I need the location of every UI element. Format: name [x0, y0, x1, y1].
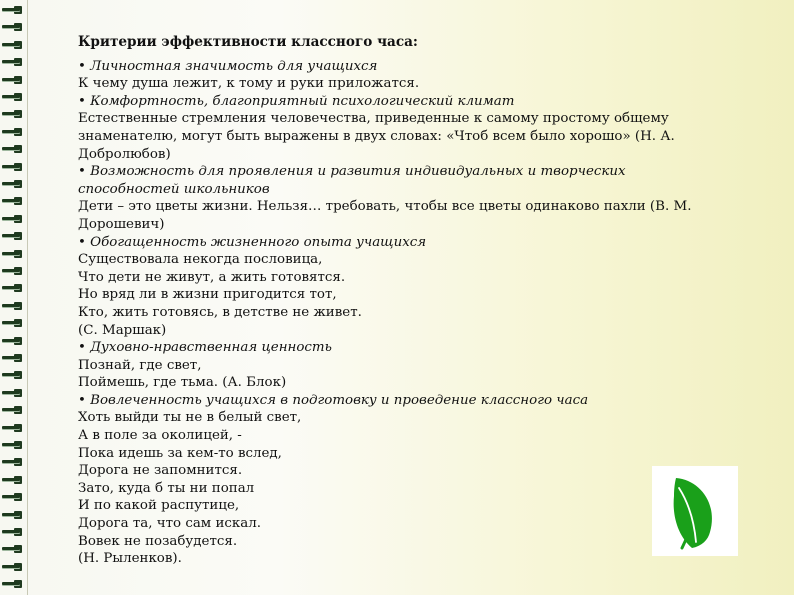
- text-line: Хоть выйди ты не в белый свет,: [78, 410, 302, 426]
- binding-ring: [2, 249, 24, 259]
- criterion-heading: • Возможность для проявления и развития индивидуальных и творческих способностей школьников: [78, 164, 626, 197]
- text-line: Пока идешь за кем-то вслед,: [78, 445, 282, 461]
- binding-ring: [2, 544, 24, 554]
- binding-ring: [2, 562, 24, 572]
- binding-ring: [2, 475, 24, 485]
- text-line: Поймешь, где тьма. (А. Блок): [78, 375, 287, 391]
- text-line: Дети – это цветы жизни. Нельзя… требовать, чтобы все цветы одинаково пахли (В. М. Дорошевич): [78, 199, 692, 232]
- binding-ring: [2, 318, 24, 328]
- text-line: Дорога не запомнится.: [78, 463, 243, 479]
- binding-ring: [2, 57, 24, 67]
- binding-ring: [2, 109, 24, 119]
- criterion-heading: • Обогащенность жизненного опыта учащихся: [78, 234, 427, 250]
- text-line: Естественные стремления человечества, приведенные к самому простому общему знаменателю, могут быть выражены в двух словах: «Чтоб всем было хорошо» (Н. А. Добролюбов): [78, 111, 675, 162]
- binding-ring: [2, 510, 24, 520]
- text-line: Существовала некогда пословица,: [78, 252, 323, 268]
- binding-ring: [2, 266, 24, 276]
- spiral-binding: [0, 0, 34, 595]
- text-body: [78, 34, 718, 568]
- document-title: Критерии эффективности классного часа:: [78, 34, 418, 50]
- binding-ring: [2, 22, 24, 32]
- text-line: А в поле за околицей, -: [78, 428, 242, 444]
- binding-ring: [2, 75, 24, 85]
- green-leaf-icon: [652, 466, 738, 556]
- criterion-heading: • Личностная значимость для учащихся: [78, 58, 378, 74]
- page-edge: [27, 0, 28, 595]
- text-line: Кто, жить готовясь, в детстве не живет.: [78, 304, 362, 320]
- text-line: Дорога та, что сам искал.: [78, 516, 262, 532]
- text-line: (С. Маршак): [78, 322, 167, 338]
- text-line: К чему душа лежит, к тому и руки приложатся.: [78, 76, 420, 92]
- criterion-heading: • Духовно-нравственная ценность: [78, 340, 332, 356]
- binding-ring: [2, 196, 24, 206]
- binding-ring: [2, 336, 24, 346]
- binding-ring: [2, 492, 24, 502]
- binding-ring: [2, 457, 24, 467]
- binding-ring: [2, 579, 24, 589]
- text-line: Познай, где свет,: [78, 357, 202, 373]
- criterion-heading: • Вовлеченность учащихся в подготовку и проведение классного часа: [78, 392, 589, 408]
- binding-ring: [2, 127, 24, 137]
- text-line: Но вряд ли в жизни пригодится тот,: [78, 287, 337, 303]
- binding-ring: [2, 231, 24, 241]
- binding-ring: [2, 423, 24, 433]
- binding-ring: [2, 92, 24, 102]
- criteria-list: [78, 58, 718, 568]
- binding-ring: [2, 40, 24, 50]
- criterion-heading: • Комфортность, благоприятный психологический климат: [78, 93, 515, 109]
- leaf-picture: [652, 466, 738, 556]
- binding-ring: [2, 5, 24, 15]
- text-line: Что дети не живут, а жить готовятся.: [78, 269, 346, 285]
- binding-ring: [2, 527, 24, 537]
- binding-ring: [2, 214, 24, 224]
- binding-ring: [2, 179, 24, 189]
- binding-ring: [2, 388, 24, 398]
- binding-ring: [2, 405, 24, 415]
- binding-ring: [2, 370, 24, 380]
- text-line: Зато, куда б ты ни попал: [78, 480, 255, 496]
- binding-ring: [2, 440, 24, 450]
- text-line: Вовек не позабудется.: [78, 533, 238, 549]
- binding-ring: [2, 301, 24, 311]
- binding-ring: [2, 162, 24, 172]
- text-line: И по какой распутице,: [78, 498, 240, 514]
- binding-ring: [2, 283, 24, 293]
- binding-ring: [2, 144, 24, 154]
- text-line: (Н. Рыленков).: [78, 551, 182, 567]
- binding-ring: [2, 353, 24, 363]
